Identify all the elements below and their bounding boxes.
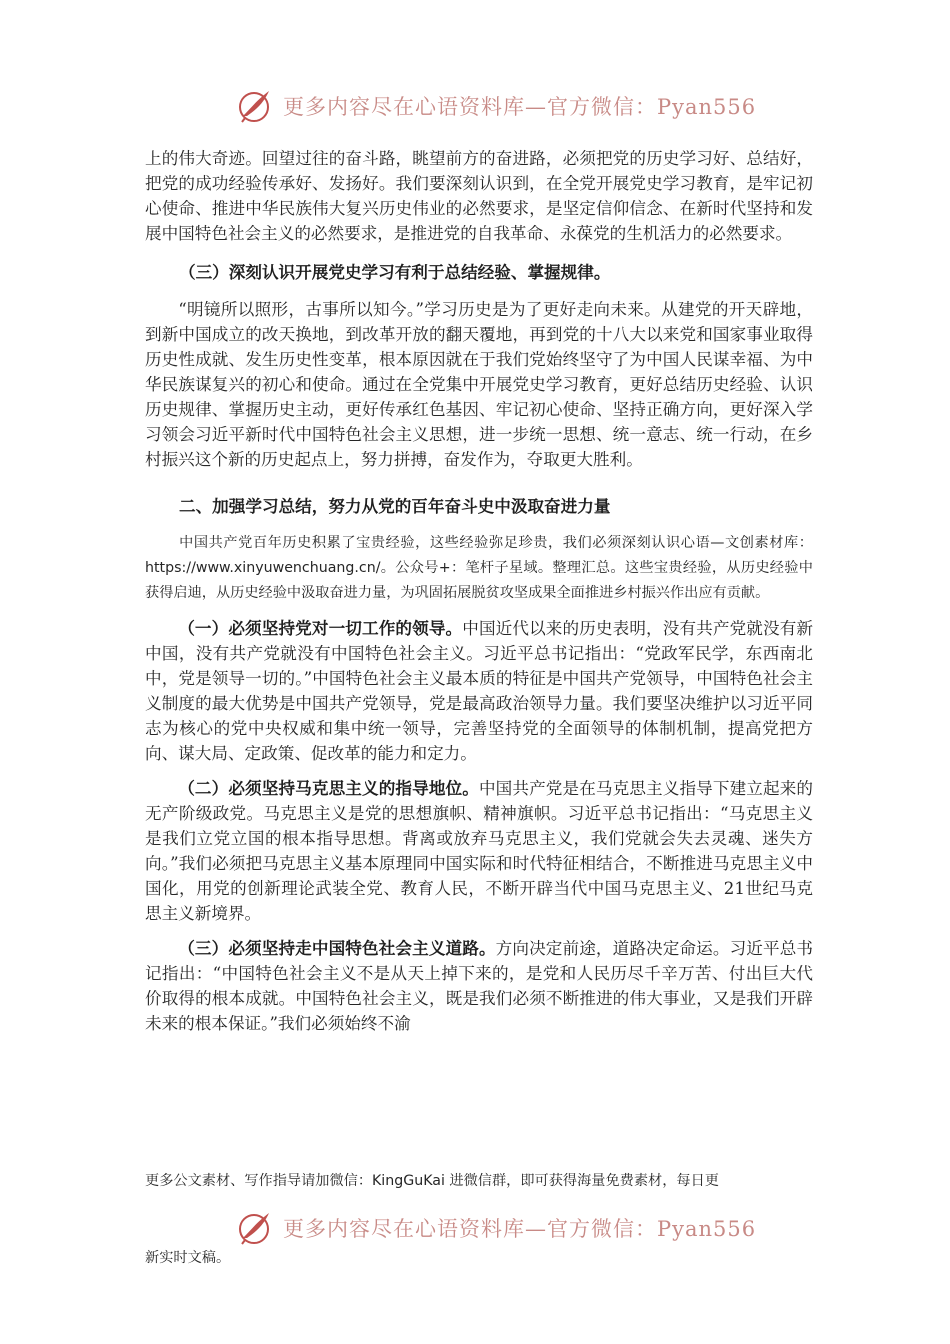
paragraph-party-leadership [145, 616, 813, 766]
footer-note-continued: 新实时文稿。 [145, 1250, 231, 1266]
lead-party-leadership: （一）必须坚持党对一切工作的领导。 [178, 619, 463, 638]
footer-banner [235, 1206, 756, 1250]
text-marxism: 中国共产党是在马克思主义指导下建立起来的无产阶级政党。马克思主义是党的思想旗帜、精神旗帜。习近平总书记指出：“马克思主义是我们立党立国的根本指导思想。背离或放弃马克思主义，我们党就会失去灵魂、迷失方向。”我们必须把马克思主义基本原理同中国实际和时代特征相结合，不断推进马克思主义中国化，用党的创新理论武装全党、教育人民，不断开辟当代中国马克思主义、21世纪马克思主义新境界。 [145, 779, 814, 923]
paragraph-marxism [145, 776, 813, 926]
paragraph-history-mirror: “明镜所以照形，古事所以知今。”学习历史是为了更好走向未来。从建党的开天辟地，到新中国成立的改天换地，到改革开放的翻天覆地，再到党的十八大以来党和国家事业取得历史性成就、发生历史性变革，根本原因就在于我们党始终坚守了为中国人民谋幸福、为中华民族谋复兴的初心和使命。通过在全党集中开展党史学习教育，更好总结历史经验、认识历史规律、掌握历史主动，更好传承红色基因、牢记初心使命、坚持正确方向，更好深入学习领会习近平新时代中国特色社会主义思想，进一步统一思想、统一意志、统一行动，在乡村振兴这个新的历史起点上，努力拼搏，奋发作为，夺取更大胜利。 [145, 300, 813, 469]
document-body [145, 146, 813, 1036]
banner-text: 更多内容尽在心语资料库—官方微信：Pyan556 [283, 1217, 757, 1241]
text-socialism-road: 方向决定前途，道路决定命运。习近平总书记指出：“中国特色社会主义不是从天上掉下来的，是党和人民历尽千辛万苦、付出巨大代价取得的根本成就。中国特色社会主义，既是我们必须不断推进的伟大事业，又是我们开辟未来的根本保证。”我们必须始终不渝 [145, 939, 814, 1033]
paragraph-experience: 中国共产党百年历史积累了宝贵经验，这些经验弥足珍贵，我们必须深刻认识心语—文创素材库：https://www.xinyuwenchuang.cn/。公众号+：笔杆子星域。整理汇总。这些宝贵经验，从历史经验中获得启迪，从历史经验中汲取奋进力量，为巩固拓展脱贫攻坚成果全面推进乡村振兴作出应有贡献。 [145, 535, 813, 601]
lead-marxism: （二）必须坚持马克思主义的指导地位。 [178, 779, 479, 798]
section-heading-2: 二、加强学习总结，努力从党的百年奋斗史中汲取奋进力量 [179, 497, 611, 516]
banner-text: 更多内容尽在心语资料库—官方微信：Pyan556 [283, 95, 757, 119]
quill-seal-icon [235, 1208, 275, 1248]
lead-socialism-road: （三）必须坚持走中国特色社会主义道路。 [178, 939, 496, 958]
quill-seal-icon [235, 86, 275, 126]
section-heading-3: （三）深刻认识开展党史学习有利于总结经验、掌握规律。 [179, 263, 611, 282]
footer-note: 更多公文素材、写作指导请加微信：KingGuKai 进微信群，即可获得海量免费素材，每日更 [145, 1173, 719, 1189]
header-banner [235, 84, 756, 128]
paragraph-intro: 上的伟大奇迹。回望过往的奋斗路，眺望前方的奋进路，必须把党的历史学习好、总结好，把党的成功经验传承好、发扬好。我们要深刻认识到，在全党开展党史学习教育，是牢记初心使命、推进中华民族伟大复兴历史伟业的必然要求，是坚定信仰信念、在新时代坚持和发展中国特色社会主义的必然要求，是推进党的自我革命、永葆党的生机活力的必然要求。 [145, 149, 813, 243]
text-party-leadership: 中国近代以来的历史表明，没有共产党就没有新中国，没有共产党就没有中国特色社会主义。习近平总书记指出：“党政军民学，东西南北中，党是领导一切的。”中国特色社会主义最本质的特征是中国共产党领导，中国特色社会主义制度的最大优势是中国共产党领导，党是最高政治领导力量。我们要坚决维护以习近平同志为核心的党中央权威和集中统一领导，完善坚持党的全面领导的体制机制，提高党把方向、谋大局、定政策、促改革的能力和定力。 [145, 619, 813, 763]
paragraph-socialism-road [145, 936, 813, 1036]
